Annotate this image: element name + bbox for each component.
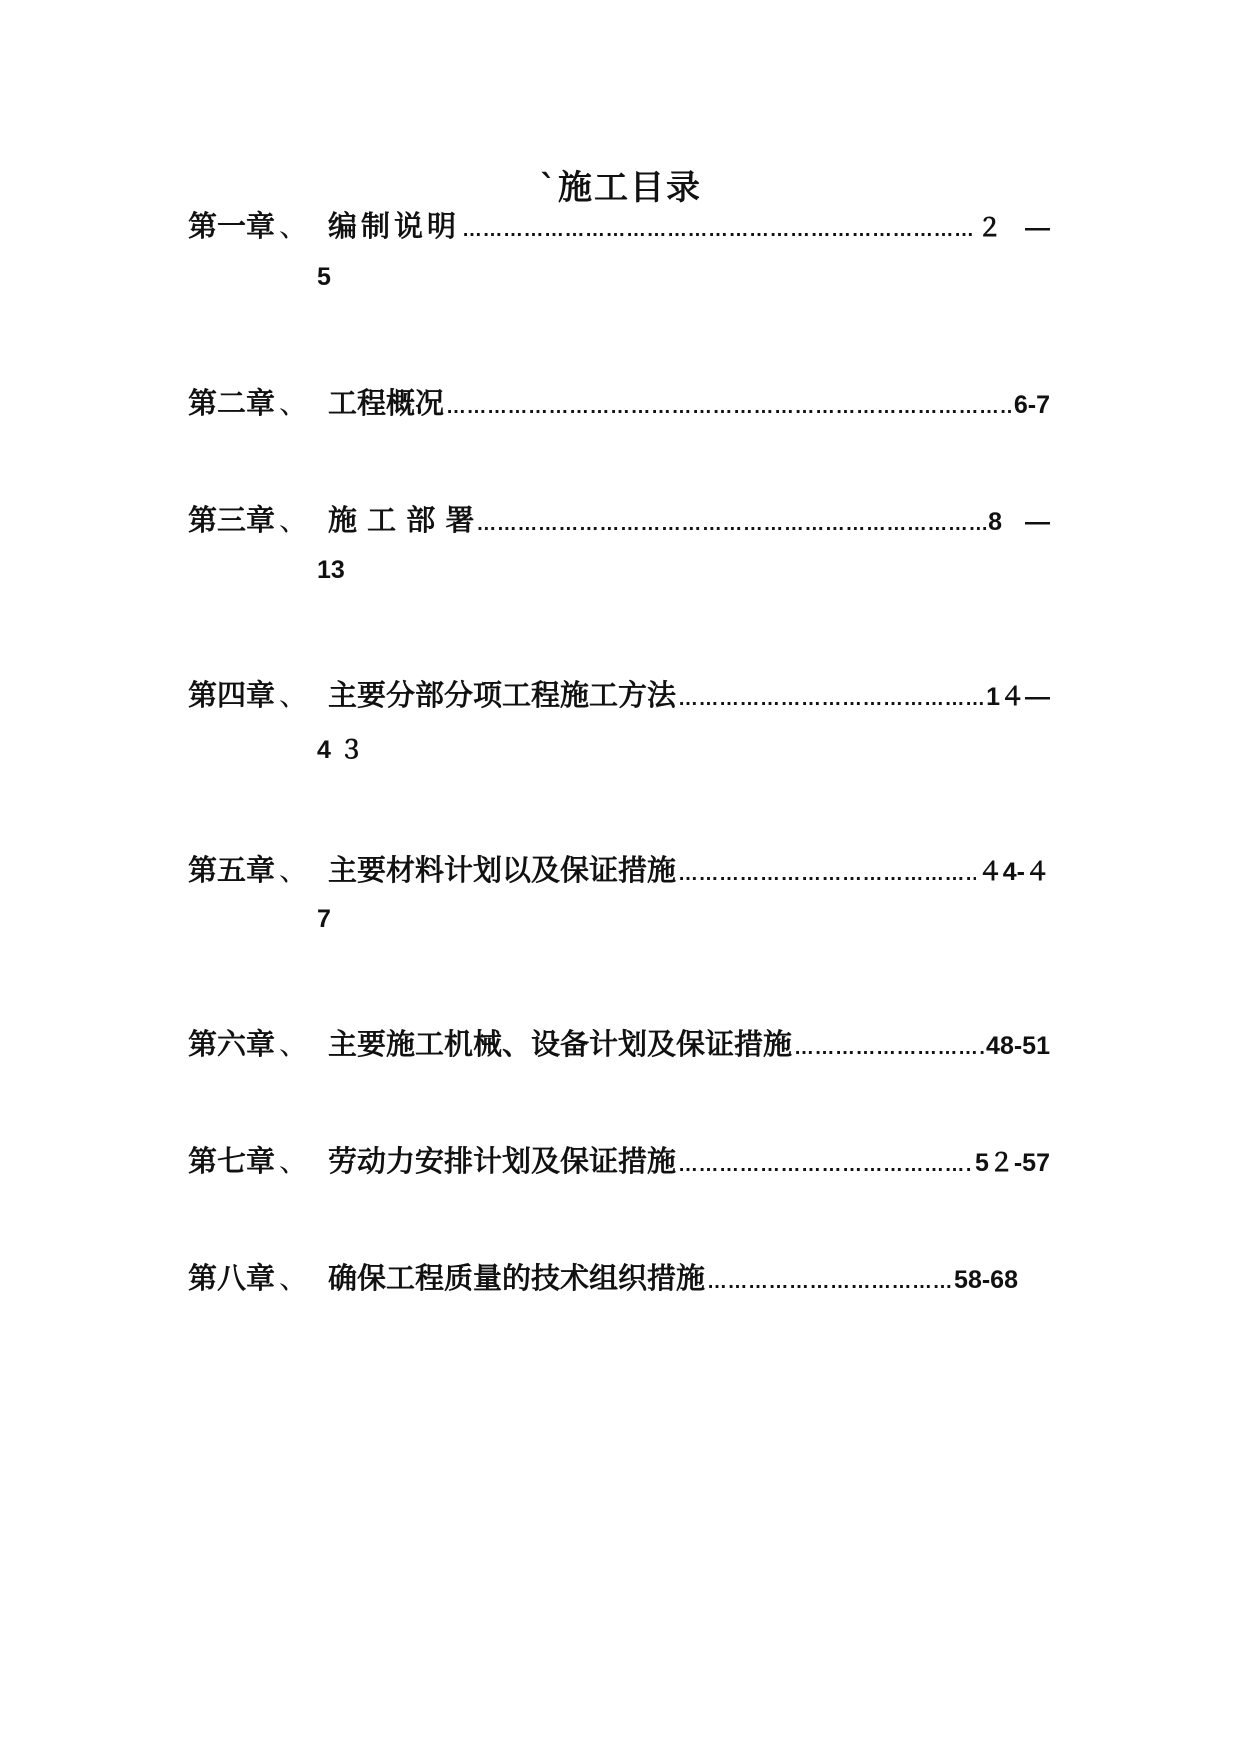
chapter-number: 第六章	[188, 1027, 276, 1061]
chapter-separator: 、	[279, 503, 309, 537]
dot-leader	[446, 396, 1012, 419]
dot-leader	[476, 513, 986, 536]
page-range: ４4-４	[977, 858, 1050, 886]
page-range-continuation: 5	[317, 263, 331, 291]
chapter-number: 第八章	[188, 1261, 276, 1295]
page-range: 8 —	[988, 508, 1058, 536]
dot-leader	[462, 219, 975, 242]
toc-entry	[188, 1256, 1018, 1297]
chapter-separator: 、	[279, 853, 309, 887]
chapter-number: 第一章	[188, 209, 276, 243]
page-range: 1４—	[986, 683, 1050, 711]
chapter-number: 第三章	[188, 503, 276, 537]
page-range: ２ —	[977, 214, 1058, 242]
chapter-title: 主要分部分项工程施工方法	[328, 678, 677, 712]
chapter-separator: 、	[279, 678, 309, 712]
toc-entry	[188, 204, 1058, 245]
chapter-title: 劳动力安排计划及保证措施	[328, 1144, 677, 1178]
dot-leader	[707, 1271, 952, 1294]
toc-entry	[188, 1139, 1050, 1180]
chapter-number: 第七章	[188, 1144, 276, 1178]
dot-leader	[678, 688, 984, 711]
chapter-separator: 、	[279, 1027, 309, 1061]
chapter-separator: 、	[279, 1261, 309, 1295]
page-range-continuation: 7	[317, 905, 331, 933]
toc-entry	[188, 498, 1058, 539]
chapter-number: 第四章	[188, 678, 276, 712]
page-range-continuation: 4３	[317, 736, 372, 764]
toc-entry	[188, 673, 1050, 714]
page-range: 58-68	[954, 1266, 1018, 1294]
chapter-separator: 、	[279, 1144, 309, 1178]
chapter-separator: 、	[279, 209, 309, 243]
chapter-title: 主要材料计划以及保证措施	[328, 853, 677, 887]
chapter-title: 工程概况	[328, 386, 445, 420]
chapter-title: 主要施工机械、设备计划及保证措施	[328, 1027, 793, 1061]
toc-entry	[188, 381, 1050, 422]
toc-entry	[188, 848, 1050, 889]
document-title: `施工目录	[539, 168, 702, 208]
chapter-separator: 、	[279, 386, 309, 420]
chapter-title: 编制说明	[328, 209, 461, 243]
chapter-title: 施 工 部 署	[328, 503, 475, 537]
dot-leader	[678, 1154, 973, 1177]
page-range: 48-51	[986, 1032, 1050, 1060]
toc-entry	[188, 1022, 1050, 1063]
dot-leader	[678, 863, 976, 886]
page-range: 6-7	[1013, 391, 1050, 419]
chapter-number: 第五章	[188, 853, 276, 887]
dot-leader	[794, 1037, 984, 1060]
page-range: 5２-57	[974, 1149, 1050, 1177]
page-range-continuation: 13	[317, 556, 345, 584]
chapter-title: 确保工程质量的技术组织措施	[328, 1261, 706, 1295]
chapter-number: 第二章	[188, 386, 276, 420]
